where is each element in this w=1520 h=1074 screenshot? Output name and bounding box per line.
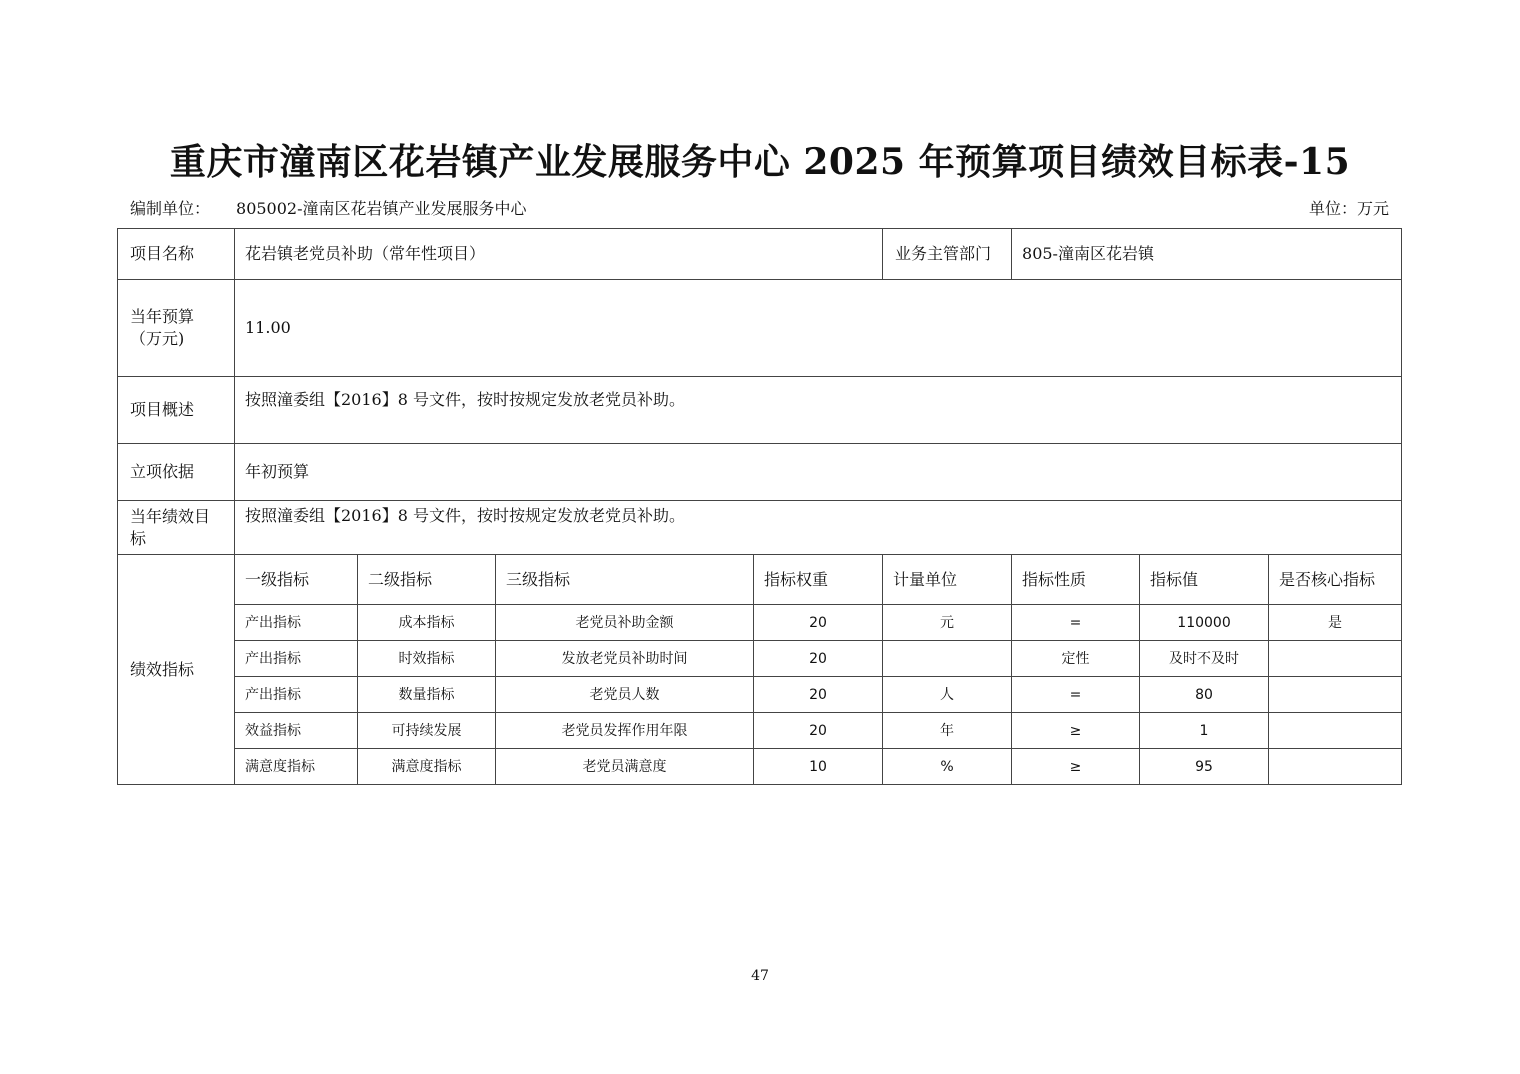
- cell-level1: 效益指标: [235, 713, 358, 749]
- table-row: [118, 677, 1402, 713]
- project-name-label: 项目名称: [118, 229, 235, 280]
- cell-value: 95: [1140, 749, 1269, 785]
- cell-level3: 老党员发挥作用年限: [496, 713, 754, 749]
- goal-value: 按照潼委组【2016】8 号文件，按时按规定发放老党员补助。: [235, 501, 1402, 555]
- compiling-unit-label: 编制单位：: [130, 199, 211, 218]
- overview-label: 项目概述: [118, 377, 235, 444]
- cell-level3: 老党员满意度: [496, 749, 754, 785]
- header-nature: 指标性质: [1012, 555, 1140, 605]
- header-weight: 指标权重: [754, 555, 883, 605]
- table-row: [118, 749, 1402, 785]
- cell-level2: 时效指标: [358, 641, 496, 677]
- budget-value: 11.00: [235, 280, 1402, 377]
- header-value: 指标值: [1140, 555, 1269, 605]
- cell-value: 1: [1140, 713, 1269, 749]
- cell-weight: 20: [754, 677, 883, 713]
- cell-level2: 成本指标: [358, 605, 496, 641]
- page-title: 重庆市潼南区花岩镇产业发展服务中心 2025 年预算项目绩效目标表-15: [169, 141, 1351, 183]
- cell-unit: 年: [883, 713, 1012, 749]
- compiling-unit-value: 805002-潼南区花岩镇产业发展服务中心: [236, 199, 527, 218]
- table-row: [118, 641, 1402, 677]
- cell-value: 及时不及时: [1140, 641, 1269, 677]
- goal-label: 当年绩效目标: [118, 501, 235, 555]
- cell-weight: 20: [754, 641, 883, 677]
- cell-nature: =: [1012, 605, 1140, 641]
- cell-weight: 20: [754, 605, 883, 641]
- table-row: [118, 713, 1402, 749]
- dept-value: 805-潼南区花岩镇: [1012, 229, 1402, 280]
- cell-level2: 可持续发展: [358, 713, 496, 749]
- indicators-label: 绩效指标: [118, 555, 235, 785]
- cell-weight: 20: [754, 713, 883, 749]
- header-core: 是否核心指标: [1269, 555, 1402, 605]
- cell-nature: ≥: [1012, 713, 1140, 749]
- cell-unit: 人: [883, 677, 1012, 713]
- cell-core: [1269, 677, 1402, 713]
- cell-value: 110000: [1140, 605, 1269, 641]
- cell-level1: 满意度指标: [235, 749, 358, 785]
- cell-level2: 数量指标: [358, 677, 496, 713]
- cell-nature: 定性: [1012, 641, 1140, 677]
- cell-level3: 老党员人数: [496, 677, 754, 713]
- cell-level1: 产出指标: [235, 641, 358, 677]
- header-level3: 三级指标: [496, 555, 754, 605]
- cell-level3: 老党员补助金额: [496, 605, 754, 641]
- project-name-value: 花岩镇老党员补助（常年性项目）: [235, 229, 883, 280]
- header-level2: 二级指标: [358, 555, 496, 605]
- cell-unit: [883, 641, 1012, 677]
- cell-core: [1269, 713, 1402, 749]
- compiling-unit: [130, 196, 527, 219]
- cell-value: 80: [1140, 677, 1269, 713]
- cell-unit: 元: [883, 605, 1012, 641]
- cell-level3: 发放老党员补助时间: [496, 641, 754, 677]
- cell-unit: %: [883, 749, 1012, 785]
- page-number: 47: [751, 968, 769, 984]
- cell-core: 是: [1269, 605, 1402, 641]
- basis-value: 年初预算: [235, 444, 1402, 501]
- budget-label: 当年预算（万元): [118, 280, 235, 377]
- overview-value: 按照潼委组【2016】8 号文件，按时按规定发放老党员补助。: [235, 377, 1402, 444]
- table-row: [118, 605, 1402, 641]
- cell-core: [1269, 749, 1402, 785]
- performance-target-table: [117, 228, 1402, 785]
- cell-nature: =: [1012, 677, 1140, 713]
- cell-level2: 满意度指标: [358, 749, 496, 785]
- cell-nature: ≥: [1012, 749, 1140, 785]
- cell-core: [1269, 641, 1402, 677]
- cell-level1: 产出指标: [235, 605, 358, 641]
- cell-level1: 产出指标: [235, 677, 358, 713]
- header-unit: 计量单位: [883, 555, 1012, 605]
- currency-unit: 单位：万元: [1308, 199, 1389, 218]
- dept-label: 业务主管部门: [883, 229, 1012, 280]
- cell-weight: 10: [754, 749, 883, 785]
- header-level1: 一级指标: [235, 555, 358, 605]
- basis-label: 立项依据: [118, 444, 235, 501]
